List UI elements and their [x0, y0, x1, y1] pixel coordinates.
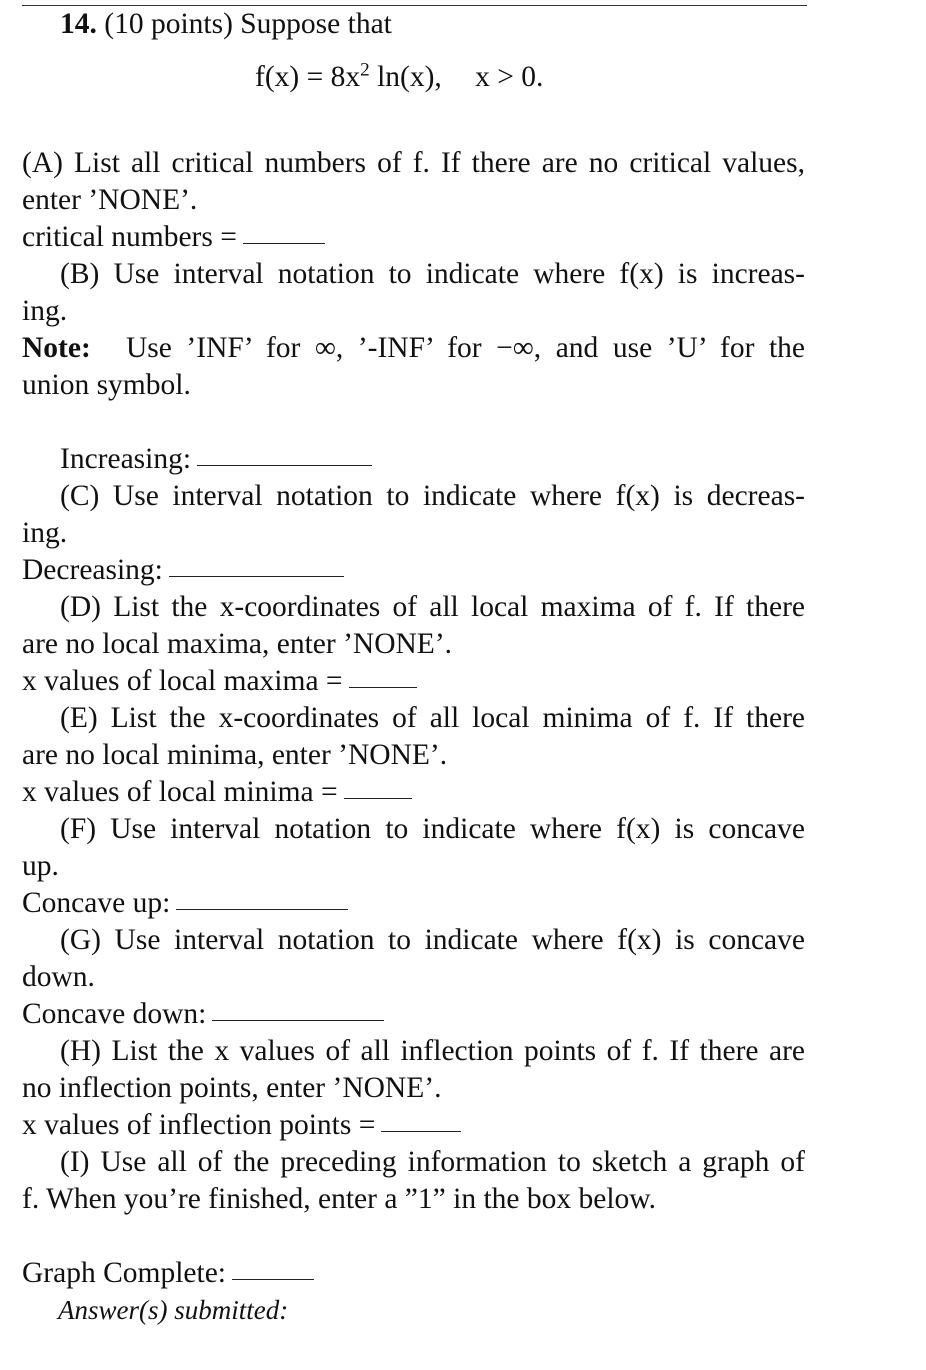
part-b-line2: ing. — [22, 295, 68, 327]
increasing-field[interactable] — [197, 465, 372, 466]
inflection-points-label: x values of inflection points = — [22, 1109, 376, 1141]
critical-numbers-label: critical numbers = — [22, 221, 237, 253]
part-g-line2: down. — [22, 961, 95, 993]
part-a-line1: (A) List all critical numbers of f. If there are no critical values, — [22, 147, 805, 179]
increasing-label: Increasing: — [60, 443, 192, 475]
note-line1: Use ’INF’ for ∞, ’-INF’ for −∞, and use ’U’ for the — [126, 332, 805, 364]
part-i-line2: f. When you’re finished, enter a ”1” in the box below. — [22, 1183, 657, 1215]
concave-down-label: Concave down: — [22, 998, 207, 1030]
critical-numbers-field[interactable] — [243, 243, 325, 244]
graph-complete-field[interactable] — [232, 1279, 314, 1280]
part-a-line2: enter ’NONE’. — [22, 184, 198, 216]
problem-number: 14. — [60, 8, 97, 40]
part-h-line2: no inflection points, enter ’NONE’. — [22, 1072, 442, 1104]
function-domain: x > 0. — [475, 61, 544, 93]
part-f-line1: (F) Use interval notation to indicate where f(x) is concave — [60, 813, 805, 845]
part-g-line1: (G) Use interval notation to indicate where f(x) is concave — [60, 924, 805, 956]
problem-points: (10 points) Suppose that — [104, 8, 392, 40]
local-maxima-label: x values of local maxima = — [22, 665, 343, 697]
part-e-line1: (E) List the x-coordinates of all local minima of f. If there — [60, 702, 805, 734]
part-a-answer — [22, 223, 325, 253]
part-h-answer — [22, 1111, 461, 1141]
part-i-line1: (I) Use all of the preceding information to sketch a graph of — [60, 1146, 805, 1178]
note-line2: union symbol. — [22, 369, 191, 401]
part-e-line2: are no local minima, enter ’NONE’. — [22, 739, 448, 771]
function-lhs: f(x) = 8x — [255, 61, 361, 93]
function-exponent: 2 — [360, 59, 370, 81]
part-b-line1: (B) Use interval notation to indicate where f(x) is increas- — [60, 258, 805, 290]
function-rhs: ln(x), — [369, 61, 442, 93]
part-d-line2: are no local maxima, enter ’NONE’. — [22, 628, 453, 660]
part-e-answer — [22, 778, 412, 808]
top-rule — [22, 5, 807, 6]
part-i-answer — [22, 1259, 314, 1289]
note-label: Note: — [22, 332, 91, 364]
concave-down-field[interactable] — [212, 1020, 384, 1021]
part-b-note — [22, 334, 805, 364]
concave-up-label: Concave up: — [22, 887, 171, 919]
function-formula — [255, 59, 544, 93]
part-d-line1: (D) List the x-coordinates of all local maxima of f. If there — [60, 591, 805, 623]
decreasing-field[interactable] — [169, 576, 344, 577]
problem-header — [60, 10, 392, 40]
graph-complete-label: Graph Complete: — [22, 1257, 226, 1289]
decreasing-label: Decreasing: — [22, 554, 163, 586]
part-g-answer — [22, 1000, 384, 1030]
local-maxima-field[interactable] — [349, 687, 417, 688]
part-c-line2: ing. — [22, 517, 68, 549]
inflection-points-field[interactable] — [381, 1131, 461, 1132]
part-c-answer — [22, 556, 344, 586]
part-h-line1: (H) List the x values of all inflection points of f. If there are — [60, 1035, 805, 1067]
concave-up-field[interactable] — [176, 909, 348, 910]
part-f-line2: up. — [22, 850, 59, 882]
part-d-answer — [22, 667, 417, 697]
part-b-answer — [60, 445, 372, 475]
local-minima-field[interactable] — [344, 798, 412, 799]
answers-submitted: Answer(s) submitted: — [58, 1295, 289, 1325]
part-c-line1: (C) Use interval notation to indicate where f(x) is decreas- — [60, 480, 805, 512]
part-f-answer — [22, 889, 348, 919]
local-minima-label: x values of local minima = — [22, 776, 338, 808]
